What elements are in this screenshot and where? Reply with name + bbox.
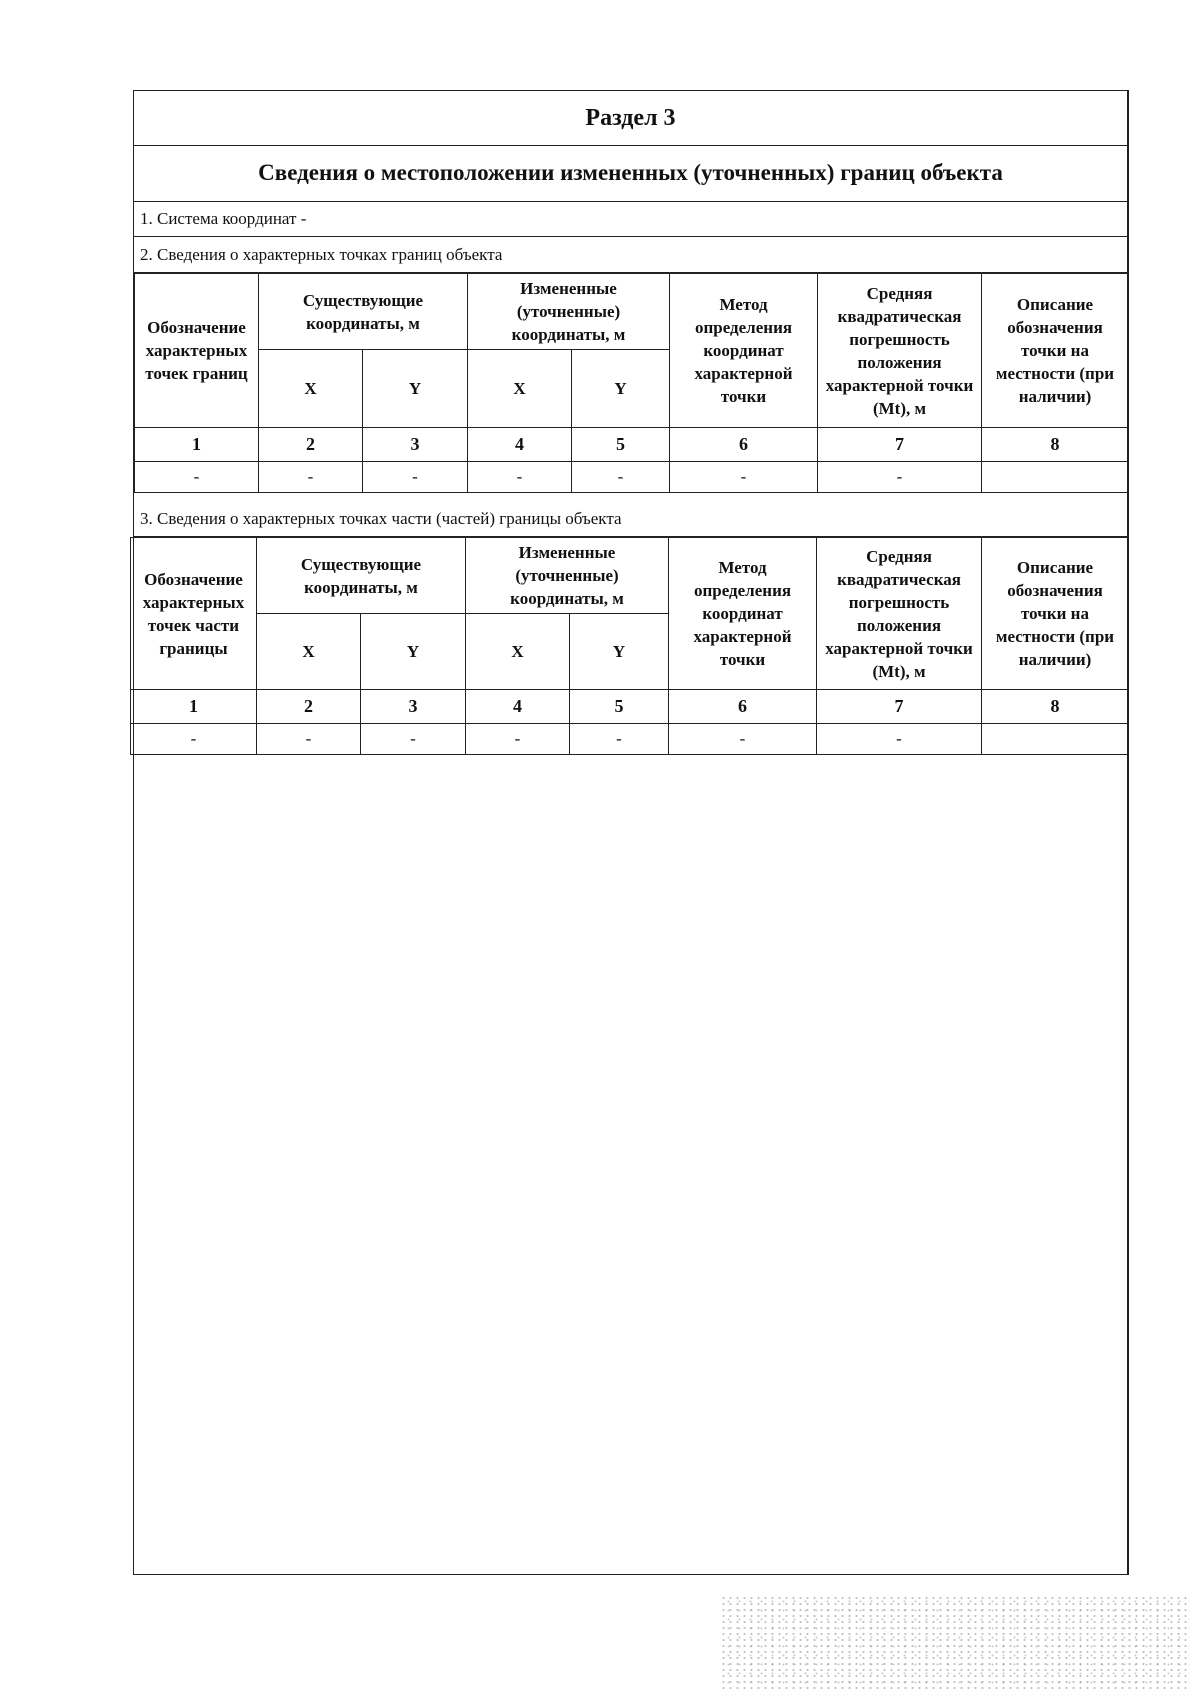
part3-existing-x: X (257, 614, 361, 690)
part2-num-cell: 4 (468, 428, 572, 462)
part3-table (130, 537, 1129, 755)
part3-heading: 3. Сведения о характерных точках части (частей) границы объекта (134, 501, 1127, 537)
part3-col-designation: Обозначение характерных точек части границы (131, 538, 257, 690)
part2-data-row (135, 462, 1129, 493)
part2-col-existing: Существующие координаты, м (259, 274, 468, 350)
part2-value-cell: - (670, 462, 818, 493)
part3-value-cell: - (466, 724, 570, 755)
section-title: Раздел 3 (134, 91, 1127, 146)
part3-col-method: Метод определения координат характерной точки (669, 538, 817, 690)
part2-col-error: Средняя квадратическая погрешность положения характерной точки (Mt), м (818, 274, 982, 428)
part2-value-cell: - (572, 462, 670, 493)
part2-value-cell: - (468, 462, 572, 493)
part2-col-method: Метод определения координат характерной точки (670, 274, 818, 428)
part2-heading: 2. Сведения о характерных точках границ объекта (134, 237, 1127, 273)
part3-num-cell: 6 (669, 690, 817, 724)
part3-num-cell: 3 (361, 690, 466, 724)
part3-num-cell: 1 (131, 690, 257, 724)
scan-noise (720, 1595, 1190, 1690)
part3-col-existing: Существующие координаты, м (257, 538, 466, 614)
part2-value-cell: - (259, 462, 363, 493)
part3-number-row (131, 690, 1129, 724)
part3-col-changed: Измененные (уточненные) координаты, м (466, 538, 669, 614)
part2-col-designation: Обозначение характерных точек границ (135, 274, 259, 428)
part2-value-cell: - (818, 462, 982, 493)
part2-existing-x: X (259, 350, 363, 428)
part2-value-cell: - (363, 462, 468, 493)
part3-value-cell: - (570, 724, 669, 755)
part3-num-cell: 5 (570, 690, 669, 724)
part2-value-cell: - (135, 462, 259, 493)
part2-num-cell: 1 (135, 428, 259, 462)
part2-num-cell: 3 (363, 428, 468, 462)
part2-num-cell: 5 (572, 428, 670, 462)
part2-num-cell: 8 (982, 428, 1129, 462)
part3-value-cell: - (131, 724, 257, 755)
part3-value-cell: - (669, 724, 817, 755)
part2-changed-y: Y (572, 350, 670, 428)
part3-num-cell: 7 (817, 690, 982, 724)
part3-value-cell: - (817, 724, 982, 755)
part2-number-row (135, 428, 1129, 462)
part2-num-cell: 7 (818, 428, 982, 462)
part2-changed-x: X (468, 350, 572, 428)
part3-num-cell: 8 (982, 690, 1129, 724)
part3-data-row (131, 724, 1129, 755)
part3-value-cell: - (361, 724, 466, 755)
part2-col-changed: Измененные (уточненные) координаты, м (468, 274, 670, 350)
part3-changed-x: X (466, 614, 570, 690)
part3-existing-y: Y (361, 614, 466, 690)
part2-num-cell: 6 (670, 428, 818, 462)
part3-value-cell (982, 724, 1129, 755)
part2-col-description: Описание обозначения точки на местности (при наличии) (982, 274, 1129, 428)
section-subtitle: Сведения о местоположении измененных (уточненных) границ объекта (134, 145, 1127, 202)
part3-col-description: Описание обозначения точки на местности (при наличии) (982, 538, 1129, 690)
part2-table (134, 273, 1129, 493)
part3-changed-y: Y (570, 614, 669, 690)
part3-value-cell: - (257, 724, 361, 755)
part2-num-cell: 2 (259, 428, 363, 462)
part3-num-cell: 2 (257, 690, 361, 724)
part3-num-cell: 4 (466, 690, 570, 724)
part2-existing-y: Y (363, 350, 468, 428)
document-frame (133, 90, 1129, 1575)
part3-col-error: Средняя квадратическая погрешность положения характерной точки (Mt), м (817, 538, 982, 690)
coordinate-system-line: 1. Система координат - (134, 201, 1127, 237)
part2-value-cell (982, 462, 1129, 493)
